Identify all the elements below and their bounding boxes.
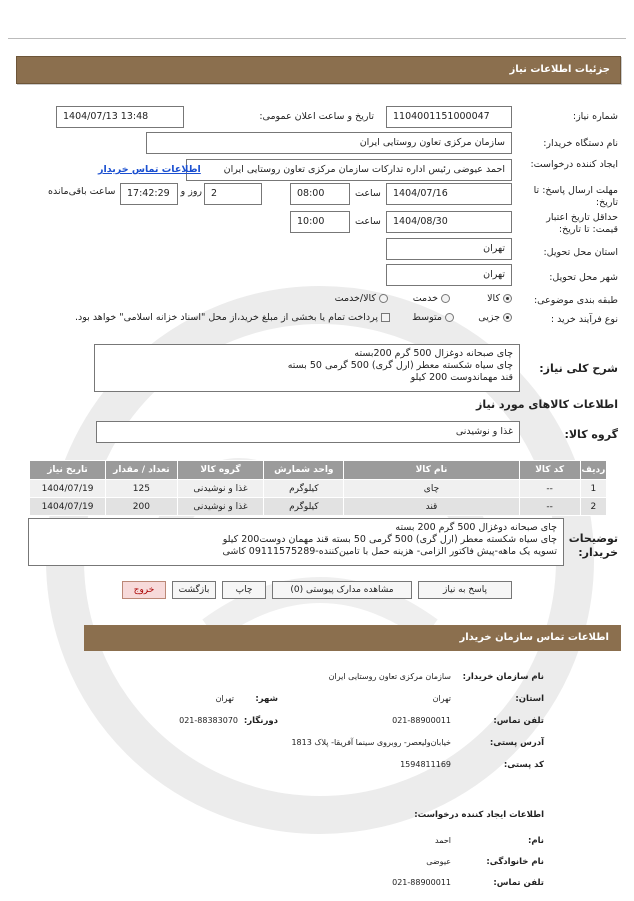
page-header: [16, 56, 621, 84]
need-number-field: 1104001151000047: [386, 106, 512, 128]
goods-group-label: گروه کالا:: [564, 428, 618, 441]
process-option-partial[interactable]: جزیی: [478, 312, 512, 323]
cell-need-date: 1404/07/19: [30, 498, 106, 516]
exit-button[interactable]: خروج: [122, 581, 166, 599]
need-number-label: شماره نیاز:: [572, 111, 618, 122]
days-label: روز و: [180, 186, 202, 197]
creator-info-title: اطلاعات ایجاد کننده درخواست:: [414, 810, 544, 820]
contact-postal-value: 1594811169: [400, 760, 451, 769]
cell-item-group: غذا و نوشیدنی: [177, 498, 264, 516]
creator-phone-label: تلفن تماس:: [493, 878, 544, 888]
contact-address-value: خیابان‌ولیعصر- روبروی سینما آفریقا- پلاک 1813: [291, 738, 451, 747]
creator-first-name-label: نام:: [527, 836, 544, 846]
goods-section-title: اطلاعات کالاهای مورد نیاز: [476, 398, 618, 411]
buyer-notes-box: [28, 518, 564, 566]
province-field: تهران: [386, 238, 512, 260]
cell-item-name: قند: [344, 498, 519, 516]
contact-city-label: شهر:: [255, 694, 278, 704]
contact-province-value: تهران: [432, 694, 451, 703]
city-field: تهران: [386, 264, 512, 286]
deadline-time-label: ساعت: [355, 188, 381, 199]
contact-org-value: سازمان مرکزی تعاون روستایی ایران: [328, 672, 451, 681]
contact-address-label: آدرس پستی:: [489, 738, 544, 748]
payment-treasury-checkbox[interactable]: پرداخت تمام یا بخشی از مبلغ خرید،از محل "اسناد خزانه اسلامی" خواهد بود.: [75, 312, 390, 323]
radio-selected-icon[interactable]: [503, 313, 512, 322]
category-option-service[interactable]: خدمت: [413, 293, 450, 304]
summary-line: قند مهماندوست 200 کیلو: [410, 372, 513, 383]
process-label: نوع فرآیند خرید :: [550, 314, 618, 325]
summary-line: چای صبحانه دوغزال 500 گرم 200بسته: [354, 348, 513, 359]
creator-last-name-value: عیوضی: [426, 857, 451, 866]
cell-item-name: چای: [344, 480, 519, 498]
goods-group-field: غذا و نوشیدنی: [96, 421, 520, 443]
contact-postal-label: کد پستی:: [503, 760, 544, 770]
buyer-notes-line: چای صبحانه دوغزال 500 گرم 200 بسته: [395, 522, 557, 533]
cell-item-code: --: [519, 480, 580, 498]
validity-date-field: 1404/08/30: [386, 211, 512, 233]
col-quantity: تعداد / مقدار: [106, 461, 178, 480]
cell-unit: کیلوگرم: [264, 480, 344, 498]
announce-label: تاریخ و ساعت اعلان عمومی:: [259, 111, 374, 122]
days-field: 2: [204, 183, 262, 205]
radio-icon[interactable]: [441, 294, 450, 303]
col-item-name: نام کالا: [344, 461, 519, 480]
col-item-code: کد کالا: [519, 461, 580, 480]
summary-label: شرح کلی نیاز:: [539, 362, 618, 375]
col-item-group: گروه کالا: [177, 461, 264, 480]
category-option-goods[interactable]: کالا: [487, 293, 512, 304]
goods-table: [29, 460, 607, 516]
cell-unit: کیلوگرم: [264, 498, 344, 516]
category-label: طبقه بندی موضوعی:: [533, 295, 618, 306]
validity-time-field: 10:00: [290, 211, 350, 233]
buyer-org-label: نام دستگاه خریدار:: [543, 138, 618, 149]
remaining-time-field: 17:42:29: [120, 183, 178, 205]
top-divider: [8, 38, 626, 39]
cell-item-code: --: [519, 498, 580, 516]
cell-quantity: 125: [106, 480, 178, 498]
buyer-notes-line: چای سیاه شکسته معطر (ارل گری) 500 گرمی 50 بسته قند مهمان دوست200 کیلو: [222, 534, 557, 545]
deadline-date-field: 1404/07/16: [386, 183, 512, 205]
contact-province-label: استان:: [515, 694, 544, 704]
cell-item-group: غذا و نوشیدنی: [177, 480, 264, 498]
cell-need-date: 1404/07/19: [30, 480, 106, 498]
deadline-label: مهلت ارسال پاسخ: تا تاریخ:: [533, 185, 618, 208]
province-label: استان محل تحویل:: [543, 247, 618, 258]
col-row-number: ردیف: [580, 461, 606, 480]
buyer-notes-line: تسویه یک ماهه-پیش فاکتور الزامی- هزینه حمل با تامین‌کننده-09111575289 کاشی: [222, 546, 557, 557]
category-option-goods-service[interactable]: کالا/خدمت: [335, 293, 388, 304]
creator-label: ایجاد کننده درخواست:: [530, 159, 618, 170]
validity-time-label: ساعت: [355, 216, 381, 227]
buyer-notes-label: توضیحات خریدار:: [568, 532, 618, 559]
remaining-time-label: ساعت باقی‌مانده: [48, 186, 116, 197]
contact-title: اطلاعات تماس سازمان خریدار: [459, 632, 609, 643]
cell-quantity: 200: [106, 498, 178, 516]
col-unit: واحد شمارش: [264, 461, 344, 480]
reply-button[interactable]: پاسخ به نیاز: [418, 581, 512, 599]
process-option-medium[interactable]: متوسط: [412, 312, 454, 323]
creator-field: احمد عیوضی رئیس اداره تدارکات سازمان مرکزی تعاون روستایی ایران: [186, 159, 512, 181]
table-row: [30, 480, 607, 498]
checkbox-icon[interactable]: [381, 313, 390, 322]
contact-city-value: تهران: [215, 694, 234, 703]
radio-selected-icon[interactable]: [503, 294, 512, 303]
city-label: شهر محل تحویل:: [549, 272, 618, 283]
contact-fax-value: 021-88383070: [179, 716, 238, 725]
col-need-date: تاریخ نیاز: [30, 461, 106, 480]
attachments-button[interactable]: مشاهده مدارک پیوستی (0): [272, 581, 412, 599]
creator-first-name-value: احمد: [435, 836, 451, 845]
validity-label: حداقل تاریخ اعتبار قیمت: تا تاریخ:: [546, 212, 618, 235]
creator-last-name-label: نام خانوادگی:: [486, 857, 544, 867]
creator-phone-value: 021-88900011: [392, 878, 451, 887]
summary-box: [94, 344, 520, 392]
buyer-contact-link[interactable]: اطلاعات تماس خریدار: [98, 164, 201, 175]
buyer-org-field: سازمان مرکزی تعاون روستایی ایران: [146, 132, 512, 154]
cell-row-number: 2: [580, 498, 606, 516]
print-button[interactable]: چاپ: [222, 581, 266, 599]
contact-header: [84, 625, 621, 651]
contact-fax-label: دورنگار:: [243, 716, 278, 726]
cell-row-number: 1: [580, 480, 606, 498]
back-button[interactable]: بازگشت: [172, 581, 216, 599]
radio-icon[interactable]: [379, 294, 388, 303]
table-row: [30, 498, 607, 516]
contact-org-label: نام سازمان خریدار:: [462, 672, 544, 682]
contact-phone-value: 021-88900011: [392, 716, 451, 725]
contact-phone-label: تلفن تماس:: [493, 716, 544, 726]
table-header-row: [30, 461, 607, 480]
announce-field: 1404/07/13 13:48: [56, 106, 184, 128]
deadline-time-field: 08:00: [290, 183, 350, 205]
page-title: جزئیات اطلاعات نیاز: [509, 64, 610, 75]
radio-icon[interactable]: [445, 313, 454, 322]
summary-line: چای سیاه شکسته معطر (ارل گری) 500 گرمی 50 بسته: [287, 360, 513, 371]
